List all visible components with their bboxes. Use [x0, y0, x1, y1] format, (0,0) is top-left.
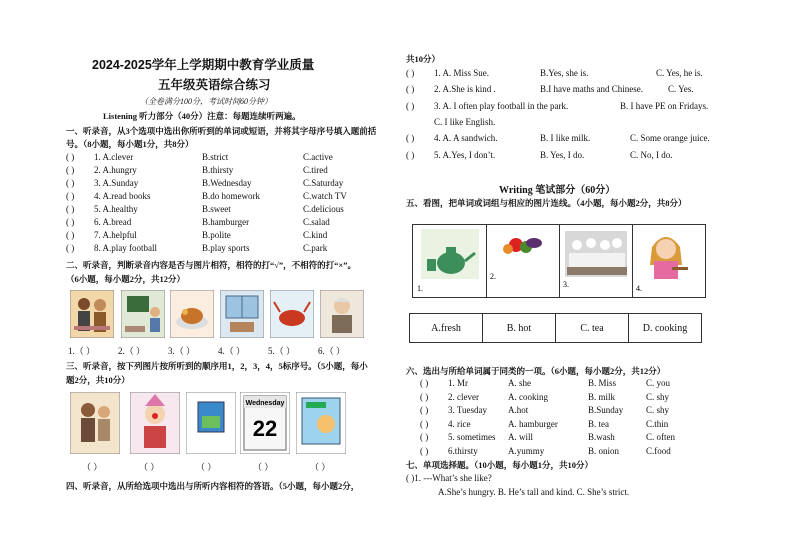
- part1-heading-b: 号。（8小题，每小题1分，共8分）: [66, 139, 194, 149]
- option-a: A. cooking: [508, 392, 548, 402]
- answer-blank[interactable]: ( ): [406, 68, 415, 78]
- picture-number: 3.: [563, 280, 569, 289]
- option-b: B.I have maths and Chinese.: [540, 84, 643, 94]
- answer-blank[interactable]: ( ): [420, 392, 429, 402]
- option-c: C.delicious: [303, 204, 344, 214]
- list-item: [420, 419, 668, 429]
- option-c: C.tired: [303, 165, 328, 175]
- exam-title-line1: 2024-2025学年上学期期中教育学业质量: [92, 58, 315, 72]
- answer-blank[interactable]: 2.（ ）: [118, 346, 146, 356]
- exam-title-line2: 五年级英语综合练习: [158, 78, 271, 92]
- option-b: B.Sunday: [588, 405, 624, 415]
- part3-heading-a: 三、听录音，按下列图片按所听到的顺序用1，2，3，4，5标序号。（5小题，每小: [66, 361, 368, 371]
- window-room-image: [220, 290, 264, 338]
- list-item: [406, 133, 710, 143]
- list-item: [66, 152, 333, 162]
- option-a: 8. A.play football: [94, 243, 157, 253]
- calendar-day-label: Wednesday: [245, 400, 285, 407]
- exam-note: （全卷满分100分，考试时间60分钟）: [140, 97, 272, 106]
- part4-heading-b: 共10分）: [406, 54, 441, 64]
- listening-heading: Listening 听力部分（40分）注意：每题连续听两遍。: [103, 111, 301, 121]
- option-a: 1. A. Miss Sue.: [434, 68, 490, 78]
- cartoon-teacher-image: [70, 392, 120, 454]
- list-item: [66, 217, 330, 227]
- list-item: [406, 84, 694, 94]
- option-c: C.Saturday: [303, 178, 344, 188]
- list-item: [66, 230, 327, 240]
- answer-blank[interactable]: ( ): [66, 152, 75, 162]
- answer-blank[interactable]: ( ): [406, 101, 415, 111]
- answer-blank[interactable]: （ ）: [196, 462, 217, 472]
- book-cover-image: [186, 392, 236, 454]
- option-a: 4. A. A sandwich.: [434, 133, 498, 143]
- picture-number: 4.: [636, 284, 642, 293]
- option-c: C.active: [303, 152, 333, 162]
- option-a: 5. A.healthy: [94, 204, 138, 214]
- crayfish-image: [270, 290, 314, 338]
- option-c: C.watch TV: [303, 191, 347, 201]
- list-item: [420, 432, 675, 442]
- option-c: C.food: [646, 446, 671, 456]
- option-c: C. Some orange juice.: [630, 133, 710, 143]
- option-b: B. Yes, I do.: [540, 150, 585, 160]
- word-option-fresh[interactable]: A.fresh: [409, 313, 483, 343]
- clown-image: [130, 392, 180, 454]
- answer-blank[interactable]: ( ): [420, 419, 429, 429]
- word-option-cooking[interactable]: D. cooking: [628, 313, 702, 343]
- option-b: B.hamburger: [202, 217, 250, 227]
- word-option-tea[interactable]: C. tea: [555, 313, 629, 343]
- list-item: [406, 101, 708, 111]
- part5-heading: 五、看图，把单词或词组与相应的图片连线。（4小题，每小题2分，共8分）: [406, 198, 687, 208]
- list-item: [420, 446, 671, 456]
- cartoon-book-image: [296, 392, 346, 454]
- given-word: 4. rice: [448, 419, 471, 429]
- option-a: 2. A.She is kind .: [434, 84, 496, 94]
- option-a: 3. A. I often play football in the park.: [434, 101, 569, 111]
- answer-blank[interactable]: ( ): [420, 446, 429, 456]
- part4-heading-a: 四、听录音，从所给选项中选出与所听内容相符的答语。（5小题，每小题2分，: [66, 481, 360, 491]
- picture-number: 1.: [417, 284, 423, 293]
- part3-heading-b: 题2分，共10分）: [66, 375, 130, 385]
- part1-heading-a: 一、听录音，从3个选项中选出你所听到的单词或短语，并将其字母序号填入题前括: [66, 126, 377, 136]
- part2-heading-b: （6小题，每小题2分，共12分）: [66, 274, 186, 284]
- option-b: B.polite: [202, 230, 231, 240]
- list-item: [420, 405, 669, 415]
- given-word: 1. Mr: [448, 378, 468, 388]
- given-word: 2. clever: [448, 392, 479, 402]
- option-c: C.salad: [303, 217, 330, 227]
- option-b: B. I have PE on Fridays.: [620, 101, 709, 111]
- option-a: 4. A.read books: [94, 191, 151, 201]
- option-b: B.do homework: [202, 191, 260, 201]
- option-b: B.wash: [588, 432, 615, 442]
- option-b: B.Wednesday: [202, 178, 252, 188]
- writing-heading: Writing 笔试部分（60分）: [499, 185, 616, 196]
- option-a: 5. A.Yes, I don’t.: [434, 150, 496, 160]
- part3-answer-row: [82, 460, 330, 473]
- option-c: C. Yes, he is.: [656, 68, 703, 78]
- list-item-continued: [434, 117, 495, 127]
- picture-cell-1: [413, 225, 487, 297]
- option-c: C.thin: [646, 419, 669, 429]
- option-a: 3. A.Sunday: [94, 178, 139, 188]
- list-item: [66, 204, 344, 214]
- answer-blank[interactable]: （ ）: [310, 462, 331, 472]
- answer-blank[interactable]: （ ）: [139, 462, 160, 472]
- answer-blank[interactable]: ( ): [420, 432, 429, 442]
- calendar-date-number: 22: [252, 416, 278, 441]
- option-c: C. Yes.: [668, 84, 694, 94]
- option-b: B.Yes, she is.: [540, 68, 589, 78]
- answer-blank[interactable]: ( ): [66, 204, 75, 214]
- answer-blank[interactable]: ( ): [406, 84, 415, 94]
- list-item: [66, 243, 327, 253]
- answer-blank[interactable]: ( ): [66, 165, 75, 175]
- option-c: C. you: [646, 378, 671, 388]
- list-item: [406, 68, 703, 78]
- option-c: C. I like English.: [434, 117, 496, 127]
- word-option-hot[interactable]: B. hot: [482, 313, 556, 343]
- list-item: [66, 165, 328, 175]
- answer-blank[interactable]: ( ): [66, 217, 75, 227]
- picture-cell-3: [559, 225, 633, 297]
- classroom-image: [121, 290, 165, 338]
- answer-blank[interactable]: ( ): [420, 405, 429, 415]
- list-item: [420, 392, 669, 402]
- option-a: A. hamburger: [508, 419, 558, 429]
- answer-blank[interactable]: 1.（ ）: [68, 346, 96, 356]
- option-a: 7. A.helpful: [94, 230, 137, 240]
- part6-heading: 六、选出与所给单词属于同类的一项。（6小题，每小题2分，共12分）: [406, 366, 666, 376]
- given-word: 5. sometimes: [448, 432, 496, 442]
- answer-blank[interactable]: 4.（ ）: [218, 346, 246, 356]
- list-item: [66, 191, 347, 201]
- option-b: B.thirsty: [202, 165, 234, 175]
- answer-blank[interactable]: 5.（ ）: [268, 346, 296, 356]
- option-b: B. I like milk.: [540, 133, 591, 143]
- option-b: B.play sports: [202, 243, 250, 253]
- picture-number: 2.: [490, 272, 496, 281]
- option-c: C.park: [303, 243, 328, 253]
- people-talking-image: [70, 290, 114, 338]
- list-item: [406, 150, 673, 160]
- part7-question-1: ( )1. ---What’s she like?: [406, 473, 492, 483]
- part7-question-1-options: A.She’s hungry. B. He’s tall and kind. C. She’s strict.: [438, 487, 630, 497]
- option-a: A. she: [508, 378, 531, 388]
- part5-picture-grid: [412, 224, 706, 298]
- answer-blank[interactable]: ( ): [66, 178, 75, 188]
- answer-blank[interactable]: ( ): [406, 133, 415, 143]
- given-word: 3. Tuesday: [448, 405, 488, 415]
- picture-cell-2: [486, 225, 560, 297]
- answer-blank[interactable]: ( ): [66, 230, 75, 240]
- option-c: C. shy: [646, 392, 670, 402]
- option-c: C. shy: [646, 405, 670, 415]
- given-word: 6.thirsty: [448, 446, 478, 456]
- list-item: [66, 178, 343, 188]
- picture-cell-4: [632, 225, 704, 297]
- food-image: [170, 290, 214, 338]
- option-b: B. Miss: [588, 378, 617, 388]
- option-b: B. onion: [588, 446, 620, 456]
- answer-blank[interactable]: ( ): [66, 243, 75, 253]
- option-a: A.hot: [508, 405, 529, 415]
- part2-answer-row: [68, 344, 345, 357]
- option-c: C. often: [646, 432, 675, 442]
- option-a: 1. A.clever: [94, 152, 134, 162]
- answer-blank[interactable]: ( ): [406, 150, 415, 160]
- answer-blank[interactable]: ( ): [420, 378, 429, 388]
- old-man-image: [320, 290, 364, 338]
- option-b: B.strict: [202, 152, 229, 162]
- option-c: C. No, I do.: [630, 150, 673, 160]
- option-a: 2. A.hungry: [94, 165, 137, 175]
- girl-eating-image: [632, 225, 704, 297]
- answer-blank[interactable]: 3.（ ）: [168, 346, 196, 356]
- option-b: B. milk: [588, 392, 616, 402]
- answer-blank[interactable]: （ ）: [82, 462, 103, 472]
- calendar-image: [240, 392, 290, 454]
- option-c: C.kind: [303, 230, 328, 240]
- vegetables-image: [486, 225, 558, 297]
- option-a: 6. A.bread: [94, 217, 132, 227]
- part7-heading: 七、单项选择题。（10小题，每小题1分，共10分）: [406, 460, 594, 470]
- part2-heading-a: 二、听录音，判断录音内容是否与图片相符，相符的打“√”，不相符的打“×”。: [66, 260, 357, 270]
- teapot-image: [413, 225, 485, 297]
- chefs-cooking-image: [559, 225, 631, 297]
- option-a: A.yummy: [508, 446, 545, 456]
- answer-blank[interactable]: ( ): [66, 191, 75, 201]
- option-b: B. tea: [588, 419, 609, 429]
- option-a: A. will: [508, 432, 534, 442]
- answer-blank[interactable]: 6.（ ）: [318, 346, 346, 356]
- answer-blank[interactable]: （ ）: [253, 462, 274, 472]
- list-item: [420, 378, 670, 388]
- option-b: B.sweet: [202, 204, 231, 214]
